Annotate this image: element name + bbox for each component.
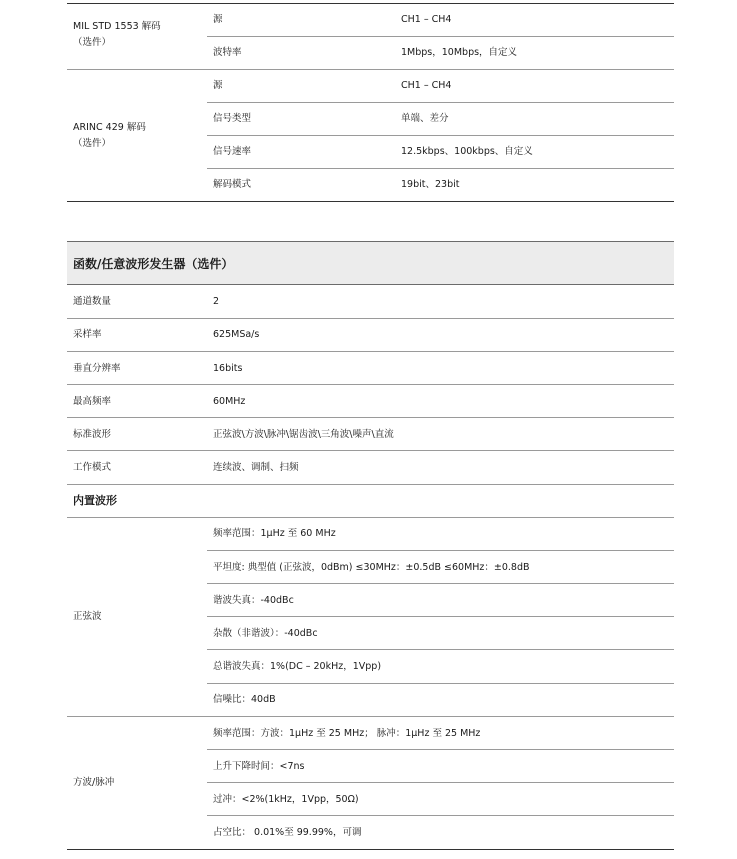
square-item-2: 过冲：<2%(1kHz，1Vpp，50Ω) [213, 794, 359, 805]
row-divider [67, 484, 674, 485]
row-divider [67, 417, 674, 418]
arinc-row-0-value: CH1 – CH4 [401, 80, 452, 91]
arinc-row-3-value: 19bit、23bit [401, 179, 460, 190]
awg-section-title: 函数/任意波形发生器（选件） [73, 257, 234, 271]
arinc-row-2-value: 12.5kbps、100kbps、自定义 [401, 146, 533, 157]
sine-item-2: 谐波失真：-40dBc [213, 595, 294, 606]
awg-row-1-param: 采样率 [73, 329, 102, 340]
awg-row-5-param: 工作模式 [73, 462, 112, 473]
table-bottom-border [67, 849, 674, 850]
row-divider [207, 583, 674, 584]
awg-row-0-param: 通道数量 [73, 296, 112, 307]
arinc-row-1-param: 信号类型 [213, 113, 252, 124]
awg-row-0-value: 2 [213, 296, 220, 307]
arinc-row-0-param: 源 [213, 80, 223, 91]
mil-std-label [73, 19, 161, 51]
awg-row-2-param: 垂直分辨率 [73, 363, 121, 374]
table-bottom-border [67, 201, 674, 202]
mil-std-row-1-param: 波特率 [213, 47, 242, 58]
awg-row-1-value: 625MSa/s [213, 329, 260, 340]
group-divider [67, 69, 674, 70]
sine-item-3: 杂散（非谐波）：-40dBc [213, 628, 318, 639]
row-divider [207, 815, 674, 816]
row-divider [207, 616, 674, 617]
row-divider [207, 168, 674, 169]
awg-row-4-param: 标准波形 [73, 429, 112, 440]
square-item-1: 上升下降时间：<7ns [213, 761, 305, 772]
group-divider [67, 716, 674, 717]
row-divider [207, 550, 674, 551]
mil-std-row-0-param: 源 [213, 14, 223, 25]
awg-section-header [67, 241, 674, 285]
square-label: 方波/脉冲 [73, 777, 115, 788]
row-divider [67, 351, 674, 352]
row-divider [207, 683, 674, 684]
arinc-label [73, 120, 146, 152]
awg-row-3-value: 60MHz [213, 396, 246, 407]
row-divider [207, 102, 674, 103]
awg-row-2-value: 16bits [213, 363, 243, 374]
mil-std-row-1-value: 1Mbps，10Mbps，自定义 [401, 47, 518, 58]
row-divider [207, 749, 674, 750]
table-top-border [67, 3, 674, 4]
mil-std-label-line2: （选件） [73, 37, 112, 48]
arinc-row-3-param: 解码模式 [213, 179, 252, 190]
row-divider [67, 318, 674, 319]
arinc-label-line2: （选件） [73, 138, 112, 149]
awg-row-4-value: 正弦波\方波\脉冲\锯齿波\三角波\噪声\直流 [213, 429, 394, 440]
row-divider [67, 384, 674, 385]
awg-row-5-value: 连续波、调制、扫频 [213, 462, 299, 473]
row-divider [207, 36, 674, 37]
square-item-3: 占空比： 0.01%至 99.99%，可调 [213, 827, 362, 838]
arinc-label-line1: ARINC 429 解码 [73, 122, 146, 133]
awg-row-3-param: 最高频率 [73, 396, 112, 407]
row-divider [67, 517, 674, 518]
arinc-row-2-param: 信号速率 [213, 146, 252, 157]
row-divider [207, 649, 674, 650]
row-divider [207, 782, 674, 783]
mil-std-label-line1: MIL STD 1553 解码 [73, 21, 161, 32]
sine-item-0: 频率范围：1μHz 至 60 MHz [213, 528, 336, 539]
square-item-0: 频率范围：方波：1μHz 至 25 MHz； 脉冲：1μHz 至 25 MHz [213, 728, 481, 739]
mil-std-row-0-value: CH1 – CH4 [401, 14, 452, 25]
sine-item-1: 平坦度: 典型值 (正弦波，0dBm) ≤30MHz：±0.5dB ≤60MHz：±0.8dB [213, 562, 530, 573]
row-divider [67, 450, 674, 451]
sine-item-5: 信噪比：40dB [213, 694, 276, 705]
arinc-row-1-value: 单端、差分 [401, 113, 449, 124]
sine-label: 正弦波 [73, 611, 102, 622]
row-divider [207, 135, 674, 136]
sine-item-4: 总谐波失真：1%(DC – 20kHz，1Vpp) [213, 661, 382, 672]
builtin-waveform-heading: 内置波形 [73, 494, 117, 507]
